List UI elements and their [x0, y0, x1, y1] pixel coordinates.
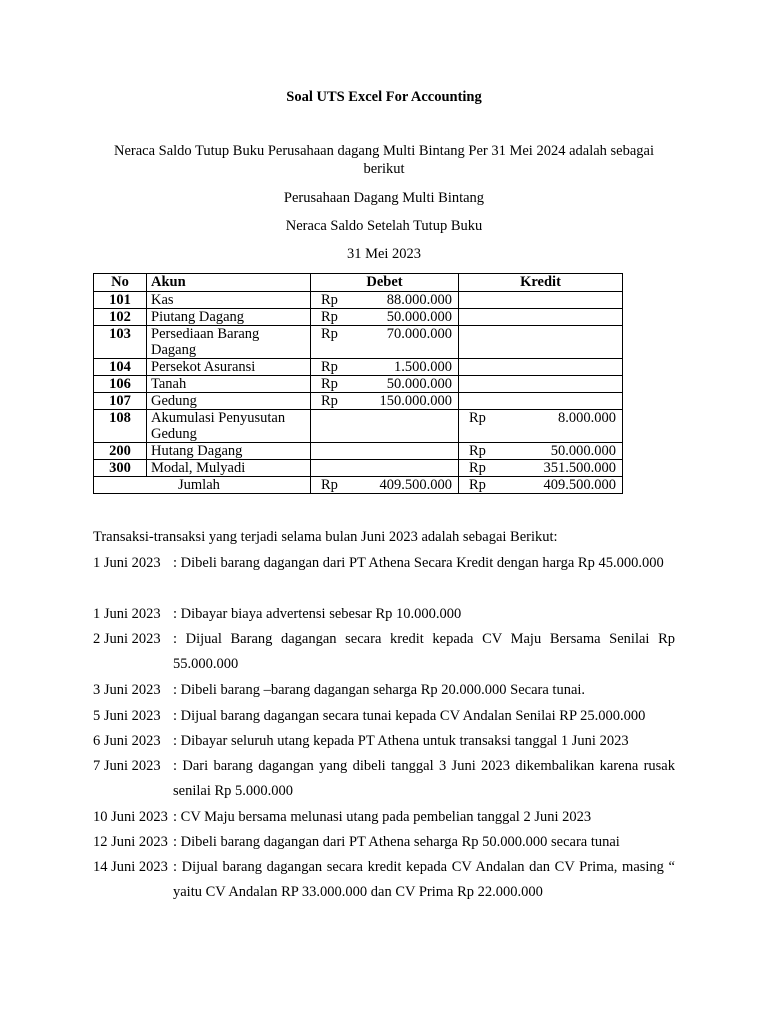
currency-label: Rp — [469, 477, 486, 493]
total-label-cell — [94, 477, 311, 494]
amount-value: 150.000.000 — [379, 393, 452, 409]
transaction-item — [93, 551, 675, 576]
currency-label: Rp — [321, 292, 338, 308]
amount-value: 409.500.000 — [379, 477, 452, 493]
debit-cell — [311, 326, 459, 359]
table-row — [94, 359, 623, 376]
report-date: 31 Mei 2023 — [346, 246, 422, 262]
transactions-heading: Transaksi-transaksi yang terjadi selama bulan Juni 2023 adalah sebagai Berikut: — [93, 529, 558, 545]
transaction-date: 6 Juni 2023 — [93, 733, 161, 749]
amount-value: 8.000.000 — [558, 410, 616, 426]
account-name: Hutang Dagang — [147, 443, 311, 460]
table-row — [94, 410, 623, 443]
account-name: Piutang Dagang — [147, 309, 311, 326]
transaction-date: 2 Juni 2023 — [93, 631, 161, 647]
account-name: Kas — [147, 292, 311, 309]
table-row — [94, 292, 623, 309]
amount-value: 409.500.000 — [543, 477, 616, 493]
amount-value: 1.500.000 — [394, 359, 452, 375]
amount-value: 88.000.000 — [386, 292, 452, 308]
account-number: 300 — [94, 460, 147, 477]
total-credit — [459, 477, 623, 494]
transaction-date: 1 Juni 2023 — [93, 555, 161, 571]
amount-value: 351.500.000 — [543, 460, 616, 476]
transaction-item — [93, 602, 675, 627]
credit-cell — [459, 359, 623, 376]
table-row — [94, 443, 623, 460]
account-number: 107 — [94, 393, 147, 410]
header-kredit: Kredit — [459, 274, 623, 292]
currency-label: Rp — [321, 376, 338, 392]
currency-label: Rp — [469, 443, 486, 459]
transaction-item — [93, 830, 675, 855]
transaction-date: 3 Juni 2023 — [93, 682, 161, 698]
table-row — [94, 460, 623, 477]
header-no: No — [94, 274, 147, 292]
transaction-description: : Dibeli barang –barang dagangan seharga Rp 20.000.000 Secara tunai. — [173, 682, 586, 698]
transaction-date: 1 Juni 2023 — [93, 606, 161, 622]
transaction-date: 7 Juni 2023 — [93, 758, 161, 774]
transaction-date: 5 Juni 2023 — [93, 708, 161, 724]
debit-cell — [311, 443, 459, 460]
account-name: Persediaan Barang Dagang — [147, 326, 311, 359]
account-number: 104 — [94, 359, 147, 376]
transaction-description: : CV Maju bersama melunasi utang pada pembelian tanggal 2 Juni 2023 — [173, 809, 592, 825]
credit-cell — [459, 292, 623, 309]
transaction-description: : Dibeli barang dagangan dari PT Athena Secara Kredit dengan harga Rp 45.000.000 — [173, 555, 664, 571]
credit-cell — [459, 443, 623, 460]
transaction-description: : Dibayar biaya advertensi sebesar Rp 10.000.000 — [173, 606, 462, 622]
transaction-description: : Dijual barang dagangan secara tunai kepada CV Andalan Senilai RP 25.000.000 — [173, 708, 646, 724]
debit-cell — [311, 292, 459, 309]
report-name: Neraca Saldo Setelah Tutup Buku — [285, 218, 483, 234]
currency-label: Rp — [321, 326, 338, 342]
debit-cell — [311, 359, 459, 376]
transaction-description: : Dijual Barang dagangan secara kredit kepada CV Maju Bersama Senilai Rp 55.000.000 — [173, 631, 675, 672]
credit-cell — [459, 309, 623, 326]
header-akun: Akun — [147, 274, 311, 292]
document-title: Soal UTS Excel For Accounting — [286, 89, 482, 105]
table-row — [94, 326, 623, 359]
currency-label: Rp — [469, 460, 486, 476]
debit-cell — [311, 309, 459, 326]
transaction-item — [93, 729, 675, 754]
debit-cell — [311, 376, 459, 393]
header-debet: Debet — [311, 274, 459, 292]
account-name: Modal, Mulyadi — [147, 460, 311, 477]
total-label: Jumlah — [178, 477, 220, 493]
company-name: Perusahaan Dagang Multi Bintang — [283, 190, 485, 206]
total-row — [94, 477, 623, 494]
account-number: 103 — [94, 326, 147, 359]
currency-label: Rp — [321, 393, 338, 409]
account-name: Akumulasi Penyusutan Gedung — [147, 410, 311, 443]
transaction-item — [93, 678, 675, 703]
table-header-row — [94, 274, 623, 292]
account-number: 101 — [94, 292, 147, 309]
account-number: 108 — [94, 410, 147, 443]
table-row — [94, 393, 623, 410]
amount-value: 70.000.000 — [386, 326, 452, 342]
transaction-date: 12 Juni 2023 — [93, 834, 168, 850]
transaction-item — [93, 754, 675, 804]
account-name: Tanah — [147, 376, 311, 393]
intro-text: Neraca Saldo Tutup Buku Perusahaan dagang Multi Bintang Per 31 Mei 2024 adalah sebagai berikut — [113, 143, 655, 177]
transaction-item — [93, 627, 675, 677]
account-name: Persekot Asuransi — [147, 359, 311, 376]
debit-cell — [311, 393, 459, 410]
account-number: 102 — [94, 309, 147, 326]
currency-label: Rp — [469, 410, 486, 426]
debit-cell — [311, 460, 459, 477]
debit-cell — [311, 410, 459, 443]
transaction-description: : Dibeli barang dagangan dari PT Athena seharga Rp 50.000.000 secara tunai — [173, 834, 620, 850]
account-number: 200 — [94, 443, 147, 460]
account-name: Gedung — [147, 393, 311, 410]
credit-cell — [459, 460, 623, 477]
transaction-description: : Dijual barang dagangan secara kredit kepada CV Andalan dan CV Prima, masing “ yaitu CV Andalan RP 33.000.000 dan CV Prima Rp 22.000.000 — [173, 859, 675, 900]
account-number: 106 — [94, 376, 147, 393]
amount-value: 50.000.000 — [550, 443, 616, 459]
transaction-item — [93, 855, 675, 905]
trial-balance-table — [93, 273, 623, 494]
total-debit — [311, 477, 459, 494]
transaction-description: : Dibayar seluruh utang kepada PT Athena untuk transaksi tanggal 1 Juni 2023 — [173, 733, 629, 749]
table-row — [94, 309, 623, 326]
table-row — [94, 376, 623, 393]
currency-label: Rp — [321, 309, 338, 325]
credit-cell — [459, 376, 623, 393]
currency-label: Rp — [321, 359, 338, 375]
transaction-item — [93, 805, 675, 830]
currency-label: Rp — [321, 477, 338, 493]
transaction-item — [93, 704, 675, 729]
transaction-date: 10 Juni 2023 — [93, 809, 168, 825]
credit-cell — [459, 410, 623, 443]
credit-cell — [459, 326, 623, 359]
amount-value: 50.000.000 — [386, 309, 452, 325]
transaction-description: : Dari barang dagangan yang dibeli tanggal 3 Juni 2023 dikembalikan karena rusak senilai Rp 5.000.000 — [173, 758, 675, 799]
transaction-date: 14 Juni 2023 — [93, 859, 168, 875]
amount-value: 50.000.000 — [386, 376, 452, 392]
credit-cell — [459, 393, 623, 410]
